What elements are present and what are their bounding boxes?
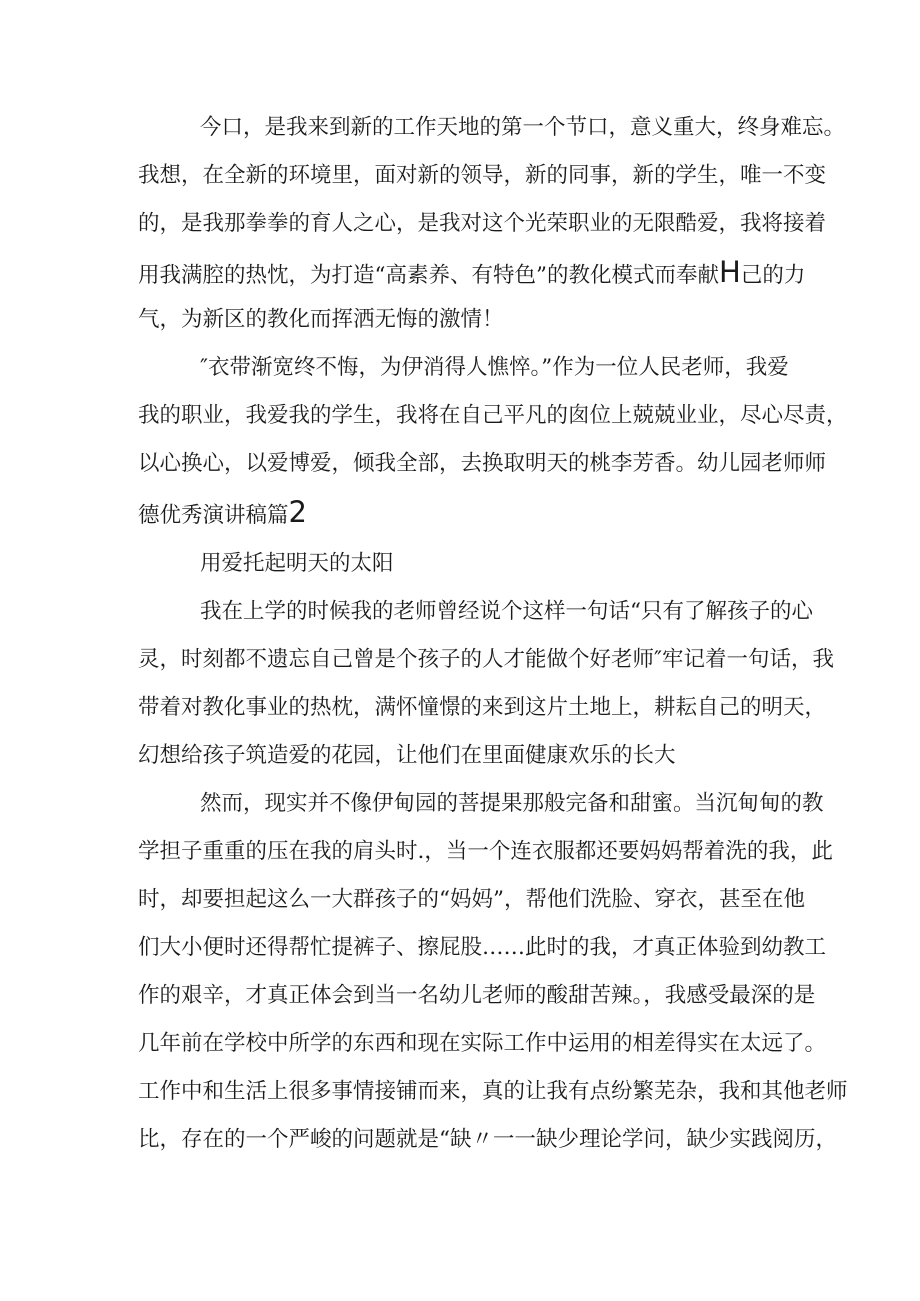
paragraph-4-line-6: 几年前在学校中所学的东西和现在实际工作中运用的相差得实在太远了。: [138, 1031, 827, 1056]
paragraph-4-line-4: 们大小便时还得帮忙提裤子、擦屁股……此时的我，才真正体验到幼教工: [138, 935, 827, 960]
paragraph-2-line-3: 以心换心，以爱博爱，倾我全部，去换取明天的桃李芳香。幼儿园老师师: [138, 451, 827, 476]
paragraph-4-line-1: 然而，现实并不像伊甸园的菩提果那般完备和甜蜜。当沉甸甸的教: [200, 791, 824, 816]
paragraph-1-line-2: 我想，在全新的环境里，面对新的领导，新的同事，新的学生，唯一不变: [138, 163, 827, 188]
paragraph-1-line-3: 的，是我那拳拳的育人之心，是我对这个光荣职业的无限酷爱，我将接着: [138, 211, 827, 236]
paragraph-1-line-1: 今口，是我来到新的工作天地的第一个节口，意义重大，终身难忘。: [200, 115, 846, 140]
paragraph-4-line-3: 时，却要担起这么一大群孩子的“妈妈”，帮他们洗脸、穿衣，甚至在他: [138, 887, 805, 912]
paragraph-2-line-4-big-2: 2: [288, 495, 307, 529]
paragraph-3-line-1: 我在上学的时候我的老师曾经说个这样一句话“只有了解孩子的心: [200, 599, 813, 624]
paragraph-1-line-5: 气，为新区的教化而挥洒无悔的激情！: [138, 307, 504, 332]
paragraph-1-line-4-big-h: H: [719, 255, 741, 289]
paragraph-4-line-8: 比，存在的一个严峻的问题就是“缺〃一一缺少理论学问，缺少实践阅历，: [138, 1127, 837, 1152]
paragraph-1-line-4-text-a: 用我满腔的热忱，为打造“高素养、有特色”的教化模式而奉献: [138, 263, 719, 288]
paragraph-4-line-2: 学担子重重的压在我的肩头时.，当一个连衣服都还要妈妈帮着洗的我，此: [138, 839, 833, 864]
paragraph-3-line-4: 幻想给孩子筑造爱的花园，让他们在里面健康欢乐的长大: [138, 743, 676, 768]
paragraph-3-line-3: 带着对教化事业的热枕，满怀憧憬的来到这片土地上，耕耘自己的明天，: [138, 695, 827, 720]
paragraph-4-line-5: 作的艰辛，才真正体会到当一名幼儿老师的酸甜苦辣。，我感受最深的是: [138, 983, 816, 1008]
paragraph-3-line-2: 灵，时刻都不遗忘自己曾是个孩子的人才能做个好老师″牢记着一句话，我: [138, 647, 835, 672]
section-heading: 用爱托起明天的太阳: [200, 551, 394, 576]
paragraph-1-line-4: [138, 252, 806, 292]
paragraph-1-line-4-text-b: 己的力: [740, 263, 806, 288]
paragraph-2-line-4-text: 德优秀演讲稿篇: [138, 503, 289, 528]
paragraph-2-line-1: ″衣带渐宽终不悔，为伊消得人憔悴。”作为一位人民老师，我爱: [200, 355, 789, 380]
paragraph-4-line-7: 工作中和生活上很多事情接铺而来，真的让我有点纷繁芜杂，我和其他老师: [138, 1079, 848, 1104]
paragraph-2-line-2: 我的职业，我爱我的学生，我将在自己平凡的囱位上兢兢业业，尽心尽责，: [138, 403, 848, 428]
paragraph-2-line-4: [138, 492, 798, 532]
